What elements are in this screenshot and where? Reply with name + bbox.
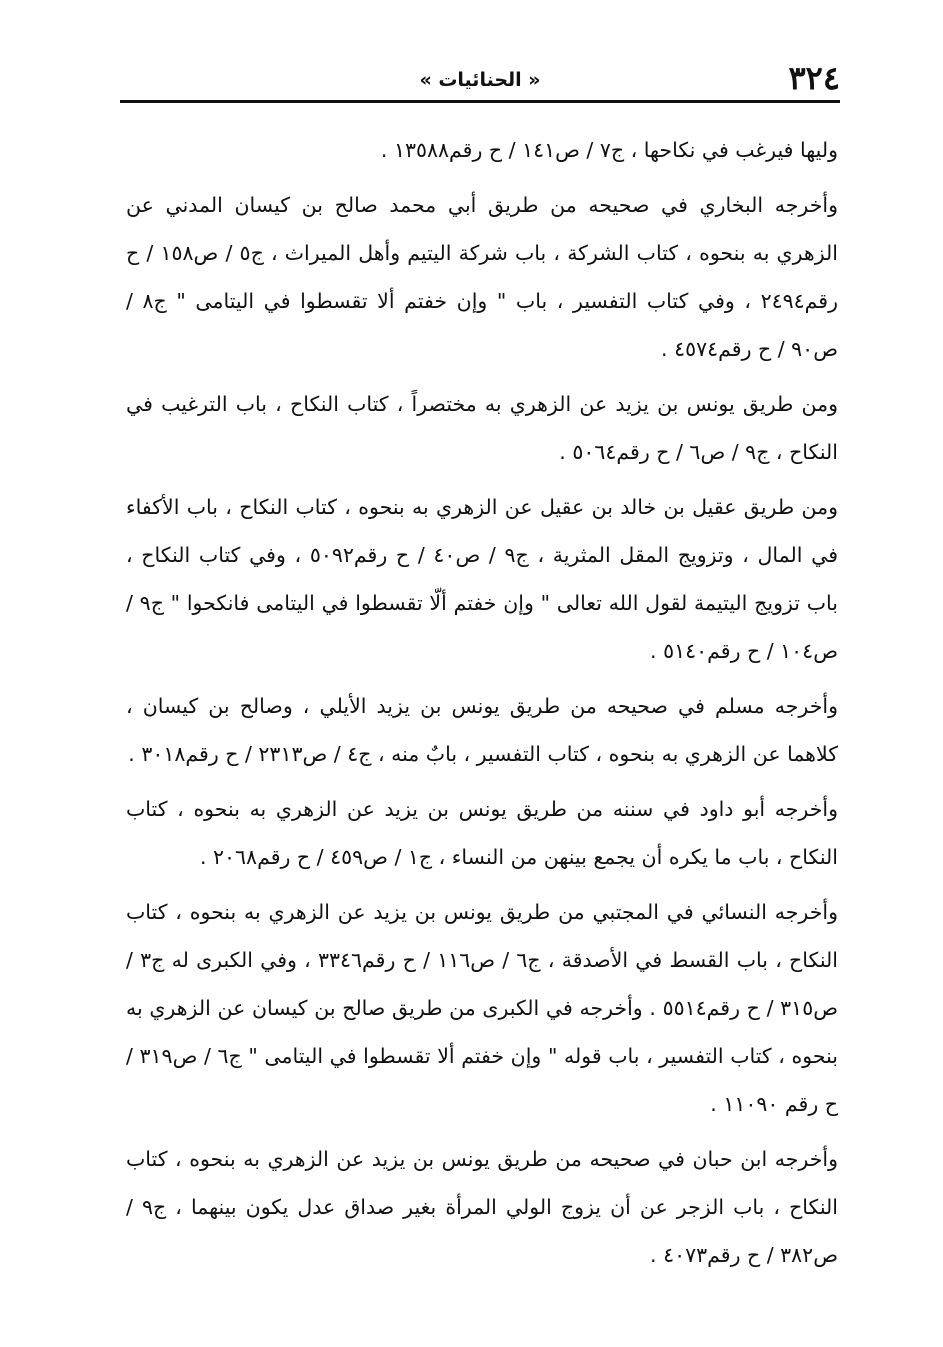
page-number: ٣٢٤ [788, 59, 840, 97]
page-header [120, 60, 840, 100]
paragraph: ومن طريق يونس بن يزيد عن الزهري به مختصراً ، كتاب النكاح ، باب الترغيب في النكاح ، ج٩ / ص٦ / ح رقم٥٠٦٤ . [126, 392, 838, 464]
paragraph: وأخرجه أبو داود في سننه من طريق يونس بن يزيد عن الزهري به بنحوه ، كتاب النكاح ، باب ما يكره أن يجمع بينهن من النساء ، ج١ / ص٤٥٩ / ح رقم٢٠٦٨ . [126, 797, 838, 869]
running-title: « الحنائيات » [419, 69, 541, 91]
paragraph: وأخرجه النسائي في المجتبي من طريق يونس بن يزيد عن الزهري به بنحوه ، كتاب النكاح ، باب القسط في الأصدقة ، ج٦ / ص١١٦ / ح رقم٣٣٤٦ ، وفي الكبرى له ج٣ / ص٣١٥ / ح رقم٥٥١٤ . وأخرجه في الكبرى من طريق صالح بن كيسان عن الزهري به بنحوه ، كتاب التفسير ، باب قوله " وإن خفتم ألا تقسطوا في اليتامى " ج٦ / ص٣١٩ / ح رقم ١١٠٩٠ . [126, 900, 839, 1116]
paragraph: وأخرجه البخاري في صحيحه من طريق أبي محمد صالح بن كيسان المدني عن الزهري به بنحوه ، كتاب الشركة ، باب شركة اليتيم وأهل الميراث ، ج٥ / ص١٥٨ / ح رقم٢٤٩٤ ، وفي كتاب التفسير ، باب " وإن خفتم ألا تقسطوا في اليتامى " ج٨ / ص٩٠ / ح رقم٤٥٧٤ . [126, 193, 838, 361]
header-rule [120, 100, 840, 103]
paragraph: وأخرجه مسلم في صحيحه من طريق يونس بن يزيد الأيلي ، وصالح بن كيسان ، كلاهما عن الزهري به بنحوه ، كتاب التفسير ، بابٌ منه ، ج٤ / ص٢٣١٣ / ح رقم٣٠١٨ . [126, 694, 838, 766]
paragraph: وأخرجه ابن حبان في صحيحه من طريق يونس بن يزيد عن الزهري به بنحوه ، كتاب النكاح ، باب الزجر عن أن يزوج الولي المرأة بغير صداق عدل يكون بينهما ، ج٩ / ص٣٨٢ / ح رقم٤٠٧٣ . [126, 1147, 838, 1267]
paragraph: وليها فيرغب في نكاحها ، ج٧ / ص١٤١ / ح رقم١٣٥٨٨ . [380, 138, 838, 162]
paragraph: ومن طريق عقيل بن خالد بن عقيل عن الزهري به بنحوه ، كتاب النكاح ، باب الأكفاء في المال ، وتزويج المقل المثرية ، ج٩ / ص٤٠ / ح رقم٥٠٩٢ ، وفي كتاب النكاح ، باب تزويج اليتيمة لقول الله تعالى " وإن خفتم ألّا تقسطوا في اليتامى فانكحوا " ج٩ / ص١٠٤ / ح رقم٥١٤٠ . [126, 495, 838, 663]
page-body [126, 126, 838, 1286]
